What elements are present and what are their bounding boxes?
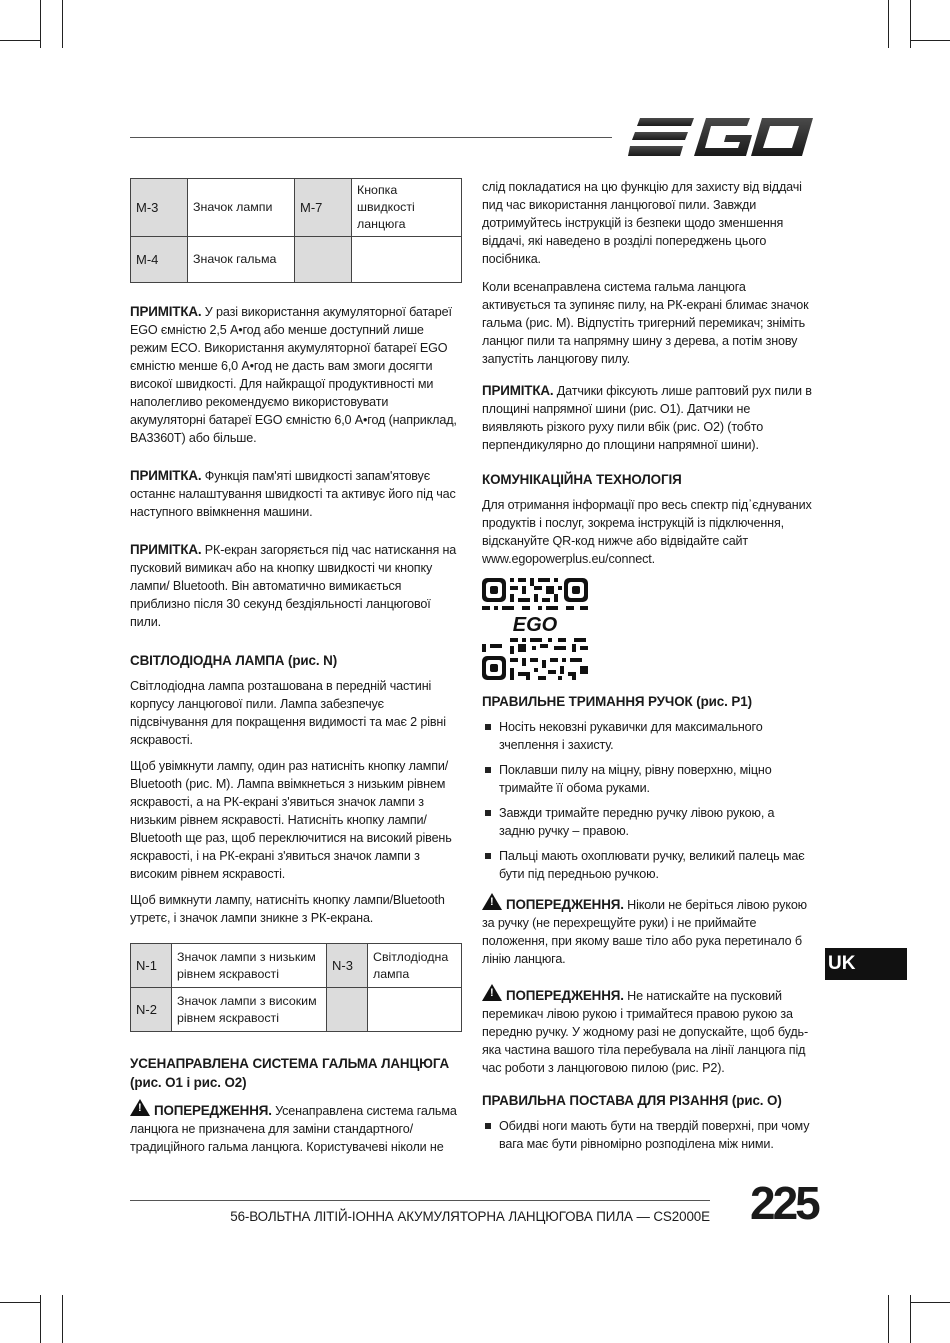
trigger-warning: !ПОПЕРЕДЖЕННЯ. Не натискайте на пусковий перемикач лівою рукою і тримайтеся правою рукою за передню ручку. У жодному разі не допускайте, щоб будь-яка частина вашого тіла перебувала на лінії ланцюга під час роботи з ланцюговою пилою (рис. P2). [482, 984, 812, 1077]
crop-mark [888, 1295, 889, 1343]
language-tab: UK [825, 948, 907, 980]
stance-list [482, 1117, 812, 1153]
legend-label: Світлодіодна лампа [368, 944, 462, 988]
table-row [131, 237, 462, 283]
table-row [131, 179, 462, 237]
led-paragraph: Світлодіодна лампа розташована в передній частині корпусу ланцюгової пили. Лампа забезпечує підсвічування для покращення видимості та має 2 рівні яскравості. [130, 679, 446, 747]
crop-mark [40, 1295, 41, 1343]
list-item: Носіть нековзні рукавички для максимального зчеплення і захисту. [482, 718, 812, 754]
grip-list [482, 718, 812, 883]
crop-mark [62, 1295, 63, 1343]
brake-continued: слід покладатися на цю функцію для захисту від віддачі пид час використання ланцюгової пили. Завжди дотримуйтесь інструкцій із безпеки щодо зменшення віддачі, які наведено в розділі попереджень цього посібника. [482, 180, 802, 266]
crop-mark [40, 0, 41, 48]
brake-heading: УСЕНАПРАВЛЕНА СИСТЕМА ГАЛЬМА ЛАНЦЮГА (рис. O1 і рис. O2) [130, 1056, 450, 1090]
list-item: Поклавши пилу на міцну, рівну поверхню, міцно тримайте її обома руками. [482, 761, 812, 797]
legend-code: M-4 [131, 237, 188, 283]
table-row [131, 944, 462, 988]
crop-mark [0, 40, 40, 41]
note-sensors: ПРИМІТКА. Датчики фіксують лише раптовий рух пили в площині напрямної шини (рис. O1). Датчики не виявляють різкого руху пили вбік (рис. O2) (тобто перпендикулярно до площини напрямної шини). [482, 383, 812, 452]
list-item: Обидві ноги мають бути на твердій поверхні, при чому вага має бути рівномірно розподілена між ними. [482, 1117, 812, 1153]
crop-mark [910, 40, 950, 41]
note-battery: ПРИМІТКА. У разі використання акумуляторної батареї EGO ємністю 2,5 А•год або менше доступний лише режим ECO. Використання акумуляторної батареї EGO ємністю менше 6,0 А•год не дасть вам змоги досягти високої швидкості. Для найкращої продуктивності ми наполегливо рекомендуємо використовувати акумуляторні батареї EGO ємністю 6,0 А•год (наприклад, BA3360T) або більше. [130, 304, 457, 445]
n-legend-table [130, 943, 462, 1032]
crop-mark [0, 1302, 40, 1303]
table-row [131, 988, 462, 1032]
led-paragraph: Щоб вимкнути лампу, натисніть кнопку лампи/Bluetooth утретє, і значок лампи зникне з РК-екрана. [130, 893, 445, 925]
qr-brand: EGO [512, 614, 558, 636]
grip-heading: ПРАВИЛЬНЕ ТРИМАННЯ РУЧОК (рис. P1) [482, 694, 752, 709]
footer-rule [130, 1200, 710, 1201]
brake-warning: !ПОПЕРЕДЖЕННЯ. Усенаправлена система гальма ланцюга не призначена для заміни стандартного/ традиційного гальма ланцюга. Користувачеві ніколи не [130, 1099, 462, 1156]
led-heading: СВІТЛОДІОДНА ЛАМПА (рис. N) [130, 653, 338, 668]
legend-label [352, 237, 462, 283]
header-rule [130, 137, 612, 138]
page-number: 225 [750, 1177, 818, 1229]
left-column [130, 178, 462, 1166]
legend-label: Кнопка швидкості ланцюга [352, 179, 462, 237]
list-item: Пальці мають охоплювати ручку, великий палець має бути під передньою ручкою. [482, 847, 812, 883]
legend-label [368, 988, 462, 1032]
legend-label: Значок лампи з низьким рівнем яскравості [172, 944, 327, 988]
warning-icon [482, 893, 502, 910]
legend-label: Значок лампи з високим рівнем яскравості [172, 988, 327, 1032]
legend-label: Значок гальма [188, 237, 295, 283]
list-item: Завжди тримайте передню ручку лівою рукою, а задню ручку – правою. [482, 804, 812, 840]
grip-warning: !ПОПЕРЕДЖЕННЯ. Ніколи не беріться лівою рукою за ручку (не перехрещуйте руки) і не приймайте положення, при якому ваше тіло або рука перетинало б лінію ланцюга. [482, 893, 812, 968]
warning-icon [130, 1099, 150, 1116]
warning-icon [482, 984, 502, 1001]
crop-mark [888, 0, 889, 48]
ego-logo [628, 112, 813, 162]
brake-activation: Коли всенаправлена система гальма ланцюга активується та зупиняє пилу, на РК-екрані блимає значок гальма (рис. M). Відпустіть тригерний перемикач; зніміть ланцюг пили та напрямну шину з дерева, а потім знову запустіть ланцюгову пилу. [482, 280, 809, 366]
right-column [482, 178, 812, 1163]
legend-code: M-3 [131, 179, 188, 237]
qr-code-icon[interactable] [482, 578, 588, 680]
legend-code: N-3 [327, 944, 368, 988]
legend-code: N-1 [131, 944, 172, 988]
legend-code [295, 237, 352, 283]
legend-code: N-2 [131, 988, 172, 1032]
footer-title: 56-ВОЛЬТНА ЛІТІЙ-ІОННА АКУМУЛЯТОРНА ЛАНЦЮГОВА ПИЛА — CS2000E [230, 1209, 710, 1224]
comm-heading: КОМУНІКАЦІЙНА ТЕХНОЛОГІЯ [482, 472, 682, 487]
m-legend-table [130, 178, 462, 283]
legend-code: M-7 [295, 179, 352, 237]
legend-code [327, 988, 368, 1032]
note-speed-memory: ПРИМІТКА. Функція пам'яті швидкості запам'ятовує останнє налаштування швидкості та активує його під час наступного ввімкнення машини. [130, 468, 456, 519]
stance-heading: ПРАВИЛЬНА ПОСТАВА ДЛЯ РІЗАННЯ (рис. O) [482, 1093, 782, 1108]
legend-label: Значок лампи [188, 179, 295, 237]
crop-mark [62, 0, 63, 48]
crop-mark [910, 1302, 950, 1303]
comm-paragraph: Для отримання інформації про весь спектр під᾿єднуваних продуктів і послуг, зокрема інструкцій із підключення, відскануйте QR-код нижче або відвідайте сайт www.egopowerplus.eu/connect. [482, 498, 812, 566]
led-paragraph: Щоб увімкнути лампу, один раз натисніть кнопку лампи/ Bluetooth (рис. M). Лампа ввімкнеться з низьким рівнем яскравості, а на РК-екрані з'явиться значок лампи з низьким рівнем яскравості. Натисніть кнопку лампи/ Bluetooth ще раз, щоб переключитися на високий рівень яскравості, і на РК-екрані з'явиться значок лампи з високим рівнем яскравості. [130, 759, 452, 881]
note-lcd: ПРИМІТКА. РК-екран загоряється під час натискання на пусковий вимикач або на кнопку швидкості чи кнопку лампи/ Bluetooth. Він автоматично вимикається приблизно після 30 секунд бездіяльності ланцюгової пили. [130, 542, 457, 629]
